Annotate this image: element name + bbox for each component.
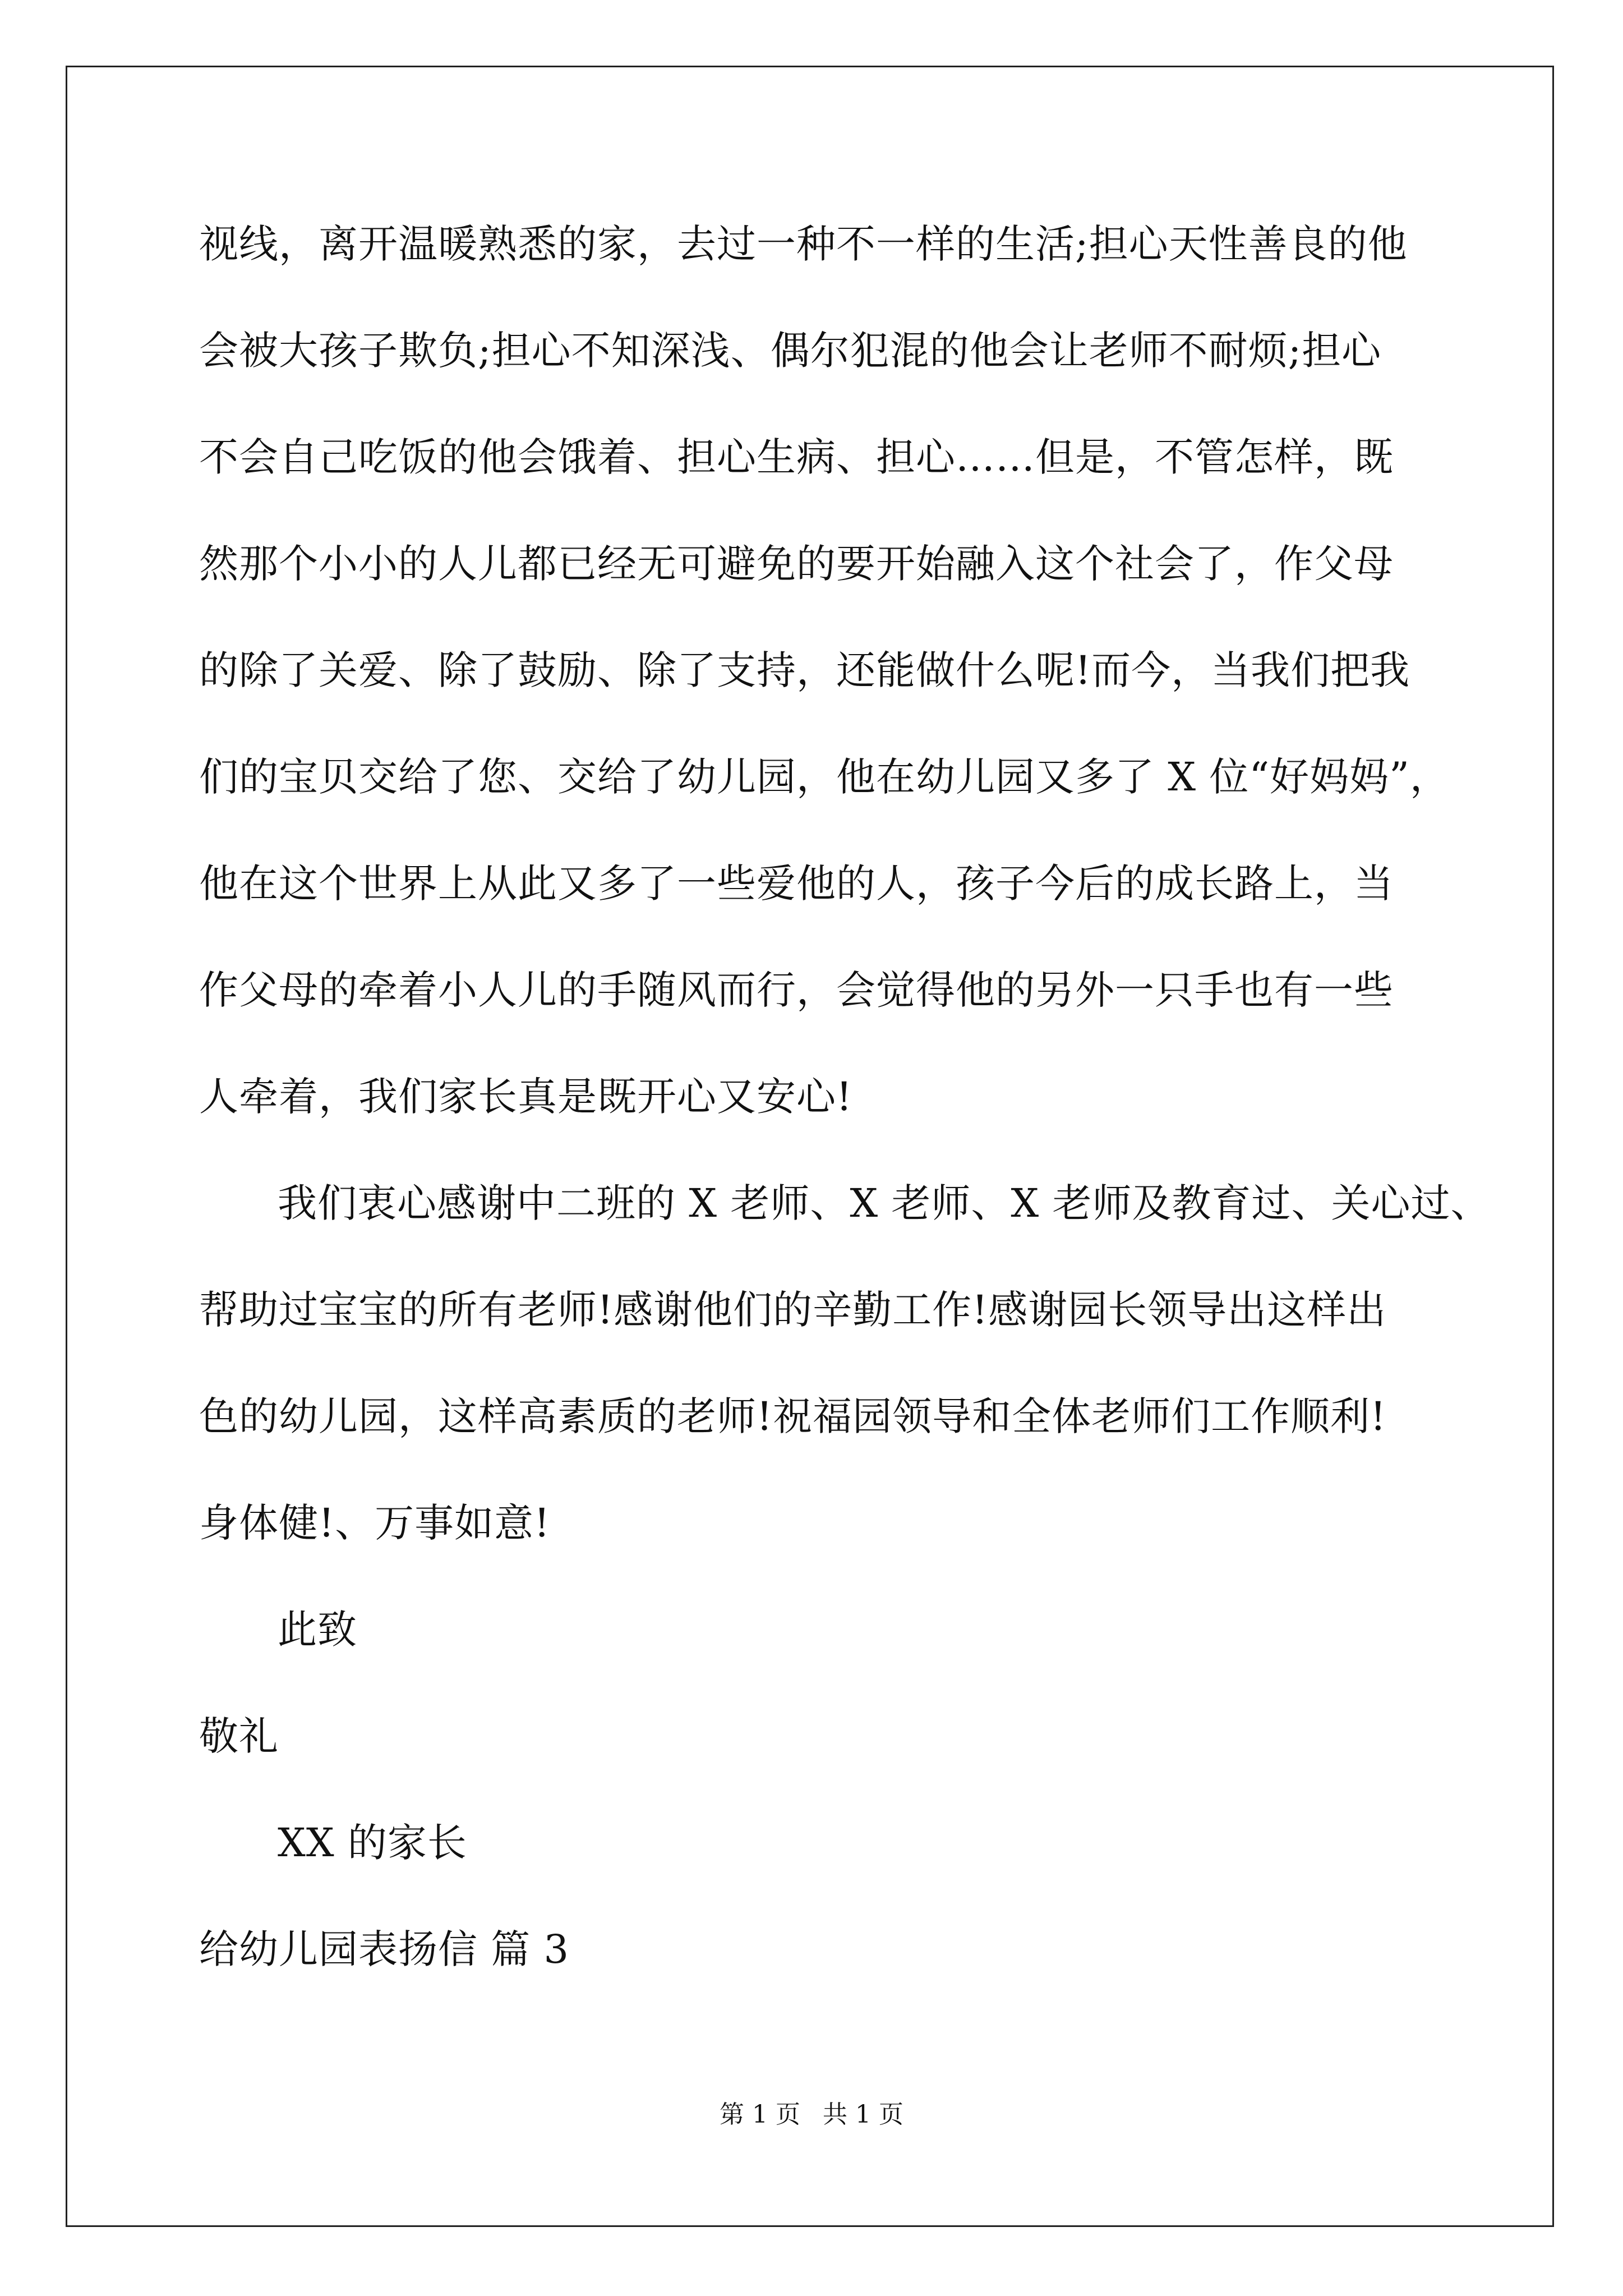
page-total: 共 1 页 [823, 2100, 903, 2129]
paragraph-line: 的除了关爱、除了鼓励、除了支持，还能做什么呢!而今，当我们把我 [199, 647, 1410, 693]
closing-salutation: 此致 [278, 1607, 357, 1653]
paragraph-line: 然那个小小的人儿都已经无可避免的要开始融入这个社会了，作父母 [199, 541, 1394, 587]
paragraph-line: 他在这个世界上从此又多了一些爱他的人，孩子今后的成长路上，当 [199, 861, 1394, 907]
paragraph-line: 身体健!、万事如意! [199, 1500, 551, 1546]
paragraph-line: 会被大孩子欺负;担心不知深浅、偶尔犯混的他会让老师不耐烦;担心 [199, 328, 1382, 374]
paragraph-line: 不会自己吃饭的他会饿着、担心生病、担心……但是，不管怎样，既 [199, 434, 1394, 480]
page-number: 第 1 页 [720, 2100, 800, 2129]
signature: XX 的家长 [278, 1820, 467, 1866]
paragraph-line: 视线，离开温暖熟悉的家，去过一种不一样的生活;担心天性善良的他 [199, 221, 1408, 267]
paragraph-line: 帮助过宝宝的所有老师!感谢他们的辛勤工作!感谢园长领导出这样出 [199, 1287, 1387, 1333]
paragraph-line: 作父母的牵着小人儿的手随风而行，会觉得他的另外一只手也有一些 [199, 967, 1394, 1013]
paragraph-line: 们的宝贝交给了您、交给了幼儿园，他在幼儿园又多了 X 位“好妈妈”， [199, 754, 1450, 800]
closing-regards: 敬礼 [199, 1713, 279, 1759]
page-border [66, 66, 1554, 2227]
paragraph-line: 我们衷心感谢中二班的 X 老师、X 老师、X 老师及教育过、关心过、 [278, 1180, 1491, 1226]
paragraph-line: 人牵着，我们家长真是既开心又安心! [199, 1074, 853, 1120]
page-footer [0, 2098, 1623, 2132]
paragraph-line: 色的幼儿园，这样高素质的老师!祝福园领导和全体老师们工作顺利! [199, 1393, 1387, 1439]
section-heading: 给幼儿园表扬信 篇 3 [199, 1926, 570, 1972]
